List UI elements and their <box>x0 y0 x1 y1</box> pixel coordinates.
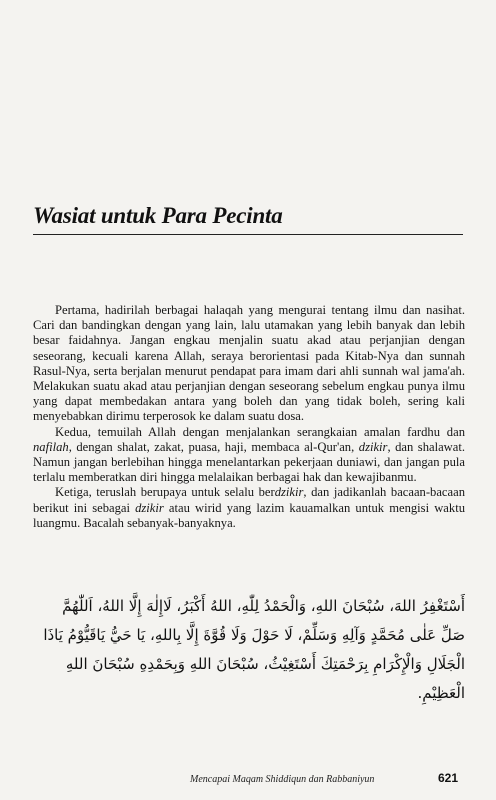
term-dzikir: dzikir <box>358 439 388 454</box>
arabic-dzikir-text <box>33 592 465 708</box>
term-nafilah: nafilah <box>33 439 69 454</box>
chapter-title: Wasiat untuk Para Pecinta <box>33 203 283 228</box>
paragraph-1: Pertama, hadirilah berbagai halaqah yang mengurai tentang ilmu dan nasihat. Cari dan bandingkan dengan yang lain, lalu utamakan yang lebih banyak dan lebih besar faidahnya. Jangan engkau menjalin suatu akad atau perjanjian dengan seseorang, kecuali karena Allah, seraya berorientasi pada Kitab-Nya dan sunnah Rasul-Nya, serta berjalan menurut pendapat para imam dari ahli sunnah wal jama'ah. Melakukan suatu akad atau perjanjian dengan seseorang sebelum engkau punya ilmu yang dapat membedakan antara yang boleh dan yang tidak boleh, sering kali menyebabkan dirimu terperosok ke dalam suatu dosa. <box>33 303 465 424</box>
arabic-line-3: الْجَلَالِ وَالْإِكْرَامِ بِرَحْمَتِكَ أَسْتَغِيْثُ، سُبْحَانَ اللهِ وَبِحَمْدِهِ سُبْحَانَ اللهِ <box>65 655 465 673</box>
page-number: 621 <box>438 771 459 785</box>
paragraph-2 <box>33 425 465 486</box>
paragraph-3-text-a: Ketiga, teruslah berupaya untuk selalu ber <box>55 485 275 500</box>
paragraph-2-text-c: , dan shalawat. Namun jangan berlebihan hingga menelantarkan pekerjaan duniawi, dan jangan pula terlalu memberatkan diri hingga melalaikan berbagai hak dan kewajibanmu. <box>33 439 466 485</box>
paragraph-2-text-b: , dengan shalat, zakat, puasa, haji, membaca al-Qur'an, <box>68 439 359 454</box>
paragraph-3-text-c: atau wirid yang lazim kauamalkan untuk mengisi waktu luangmu. Bacalah sebanyak-banyaknya. <box>33 500 465 530</box>
arabic-line-4: الْعَظِيْمِ. <box>417 684 465 702</box>
paragraph-2-text-a: Kedua, temuilah Allah dengan menjalankan serangkaian amalan fardhu dan <box>55 424 465 439</box>
term-dzikir-1: dzikir <box>274 485 304 500</box>
paragraph-3 <box>33 485 465 531</box>
term-dzikir-2: dzikir <box>135 500 164 515</box>
arabic-line-1: أَسْتَغْفِرُ اللهَ، سُبْحَانَ اللهِ، وَالْحَمْدُ لِلّٰهِ، اللهُ أَكْبَرُ، لَاإِلٰهَ إِلَّا اللهُ، اَللّٰهُمَّ <box>62 597 465 615</box>
title-underline <box>33 234 463 235</box>
paragraph-3-text-b: , dan jadikanlah bacaan-bacaan berikut ini sebagai <box>33 485 465 515</box>
running-footer-title: Mencapai Maqam Shiddiqun dan Rabbaniyun <box>190 774 375 785</box>
body-text <box>33 303 465 531</box>
arabic-line-2: صَلِّ عَلٰى مُحَمَّدٍ وَآلِهِ وَسَلِّمْ، لَا حَوْلَ وَلَا قُوَّةَ إِلَّا بِاللهِ، يَا حَيُّ يَاقَيُّوْمُ يَاذَا <box>43 626 465 644</box>
